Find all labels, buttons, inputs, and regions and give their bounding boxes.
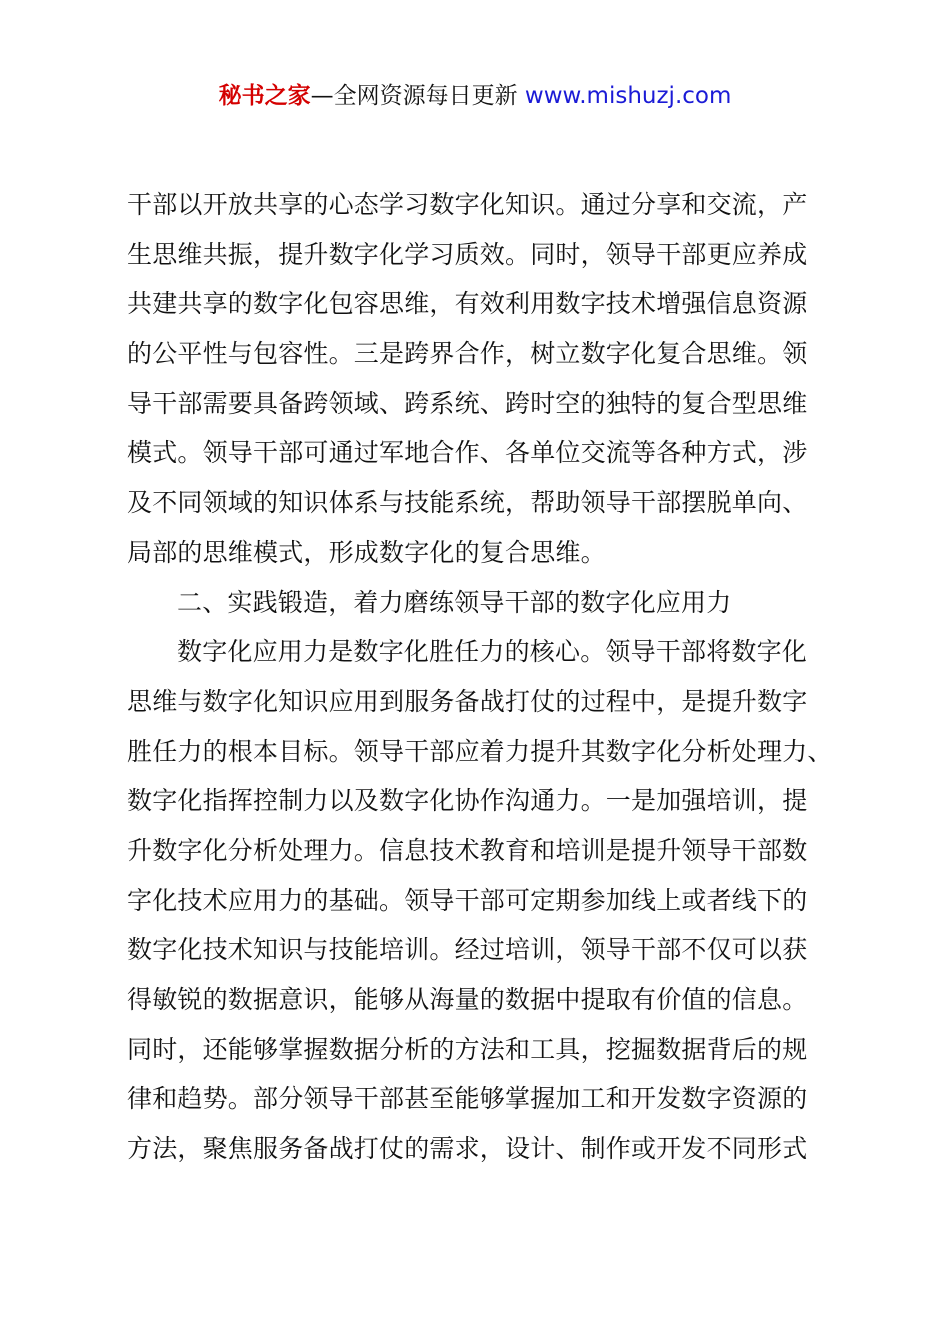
section-heading: 二、实践锻造，着力磨练领导干部的数字化应用力 bbox=[177, 587, 732, 617]
header-tagline: —全网资源每日更新 bbox=[310, 83, 518, 109]
text-line: 胜任力的根本目标。领导干部应着力提升其数字化分析处理力、 bbox=[127, 736, 833, 766]
paragraph-first-line: 数字化应用力是数字化胜任力的核心。领导干部将数字化 bbox=[177, 637, 808, 667]
text-line: 的公平性与包容性。三是跨界合作，树立数字化复合思维。领 bbox=[127, 339, 808, 369]
text-line: 得敏锐的数据意识，能够从海量的数据中提取有价值的信息。 bbox=[127, 985, 808, 1014]
text-line: 思维与数字化知识应用到服务备战打仗的过程中，是提升数字 bbox=[127, 686, 808, 716]
text-line: 字化技术应用力的基础。领导干部可定期参加线上或者线下的 bbox=[127, 885, 808, 915]
text-line: 律和趋势。部分领导干部甚至能够掌握加工和开发数字资源的 bbox=[127, 1084, 808, 1114]
text-line: 数字化技术知识与技能培训。经过培训，领导干部不仅可以获 bbox=[127, 935, 808, 965]
text-line: 同时，还能够掌握数据分析的方法和工具，挖掘数据背后的规 bbox=[127, 1034, 808, 1064]
text-line: 数字化指挥控制力以及数字化协作沟通力。一是加强培训，提 bbox=[127, 786, 808, 816]
text-line: 局部的思维模式，形成数字化的复合思维。 bbox=[127, 537, 606, 567]
text-line: 升数字化分析处理力。信息技术教育和培训是提升领导干部数 bbox=[127, 835, 808, 865]
body-text bbox=[127, 180, 837, 1174]
text-line: 模式。领导干部可通过军地合作、各单位交流等各种方式，涉 bbox=[127, 438, 808, 468]
page-header bbox=[0, 80, 950, 112]
text-line: 及不同领域的知识体系与技能系统，帮助领导干部摆脱单向、 bbox=[127, 488, 808, 518]
text-line: 导干部需要具备跨领域、跨系统、跨时空的独特的复合型思维 bbox=[127, 388, 808, 418]
text-line: 生思维共振，提升数字化学习质效。同时，领导干部更应养成 bbox=[127, 239, 808, 269]
text-line: 共建共享的数字化包容思维，有效利用数字技术增强信息资源 bbox=[127, 289, 808, 319]
text-line: 方法，聚焦服务备战打仗的需求，设计、制作或开发不同形式 bbox=[127, 1134, 808, 1164]
text-line: 干部以开放共享的心态学习数字化知识。通过分享和交流，产 bbox=[127, 190, 808, 219]
brand-name: 秘书之家 bbox=[218, 83, 311, 109]
site-url-link[interactable]: www.mishuzj.com bbox=[524, 83, 732, 109]
